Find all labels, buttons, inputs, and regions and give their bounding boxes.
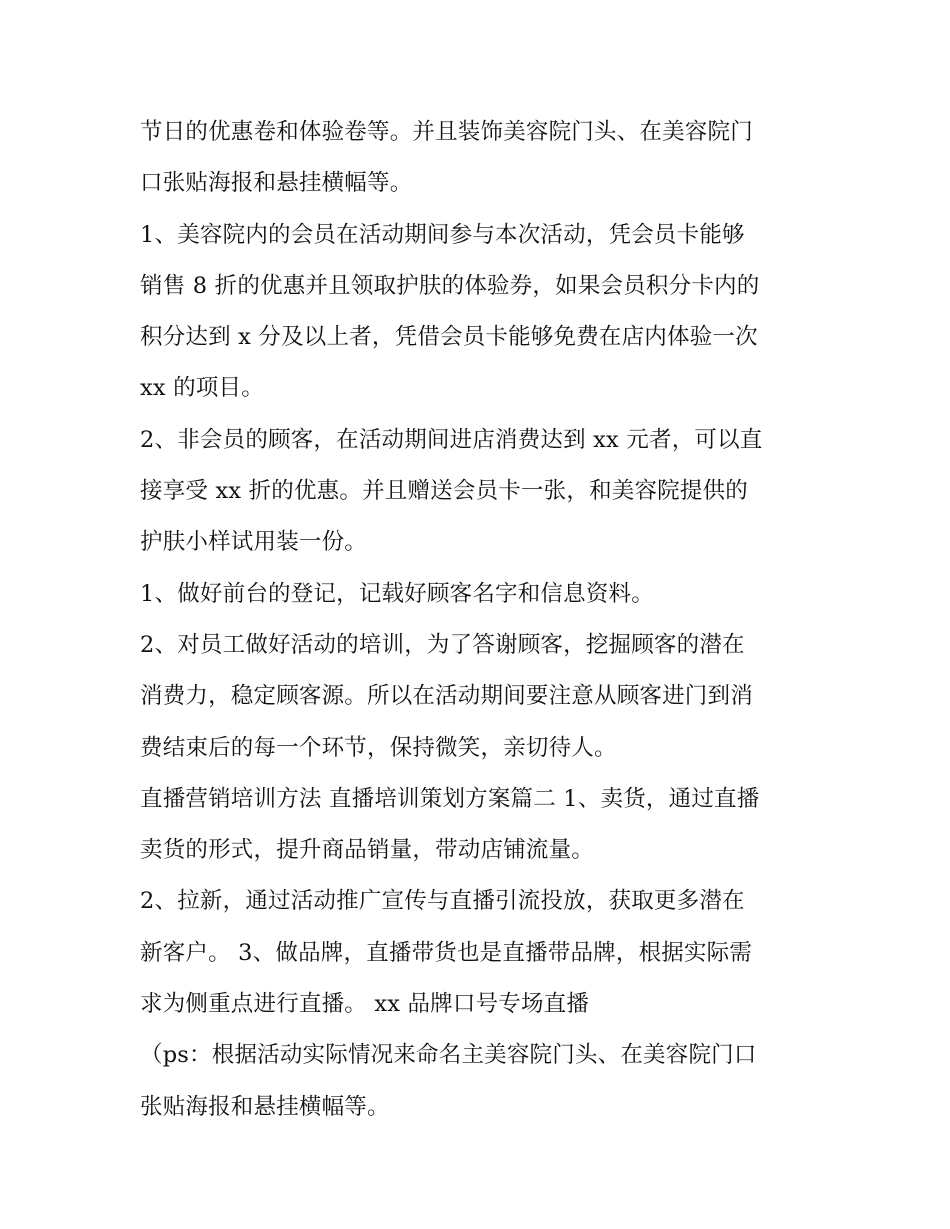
text-line: 积分达到 x 分及以上者，凭借会员卡能够免费在店内体验一次 <box>140 324 758 351</box>
text-line: 护肤小样试用装一份。 <box>140 529 368 556</box>
text-line: 新客户。 3、做品牌，直播带货也是直播带品牌，根据实际需 <box>140 939 753 966</box>
text-line: 接享受 xx 折的优惠。并且赠送会员卡一张，和美容院提供的 <box>140 478 748 505</box>
text-line: 1、做好前台的登记，记载好顾客名字和信息资料。 <box>140 580 654 607</box>
text-line: 求为侧重点进行直播。 xx 品牌口号专场直播 <box>140 991 590 1018</box>
text-line: 直播营销培训方法 直播培训策划方案篇二 1、卖货，通过直播 <box>140 785 760 812</box>
text-line: 口张贴海报和悬挂横幅等。 <box>140 170 413 197</box>
text-line: 2、对员工做好活动的培训，为了答谢顾客，挖掘顾客的潜在 <box>140 631 745 658</box>
text-line: （ps：根据活动实际情况来命名主美容院门头、在美容院门口 <box>140 1042 757 1069</box>
document-body <box>140 107 820 1133</box>
text-line: xx 的项目。 <box>140 375 264 402</box>
text-line: 消费力，稳定顾客源。所以在活动期间要注意从顾客进门到消 <box>140 683 753 710</box>
text-line: 2、非会员的顾客，在活动期间进店消费达到 xx 元者，可以直 <box>140 426 763 453</box>
text-line: 1、美容院内的会员在活动期间参与本次活动，凭会员卡能够 <box>140 221 745 248</box>
text-line: 卖货的形式，提升商品销量，带动店铺流量。 <box>140 837 595 864</box>
text-line: 节日的优惠卷和体验卷等。并且装饰美容院门头、在美容院门 <box>140 119 753 145</box>
text-line: 2、拉新，通过活动推广宣传与直播引流投放，获取更多潜在 <box>140 888 745 915</box>
text-line: 张贴海报和悬挂横幅等。 <box>140 1093 390 1120</box>
text-line: 费结束后的每一个环节，保持微笑，亲切待人。 <box>140 734 617 761</box>
text-line: 销售 8 折的优惠并且领取护肤的体验券，如果会员积分卡内的 <box>140 272 760 299</box>
